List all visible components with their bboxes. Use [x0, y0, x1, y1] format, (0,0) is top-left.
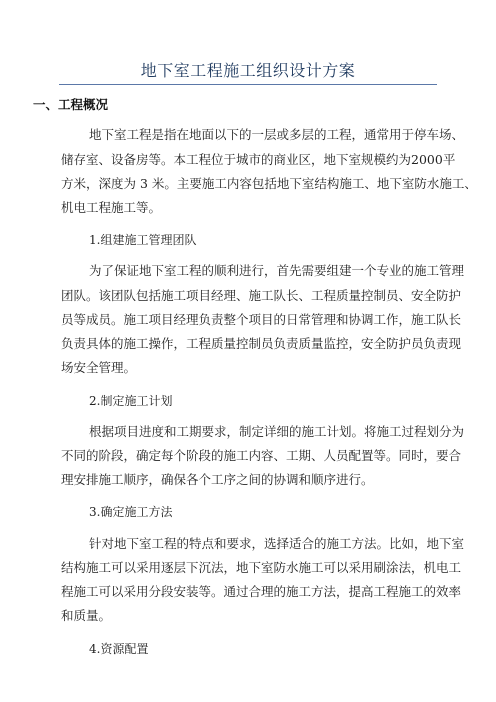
- item3-line-2: 结构施工可以采用逐层下沉法，地下室防水施工可以采用刷涂法，机电工: [61, 560, 462, 575]
- item2-line-2: 不同的阶段，确定每个阶段的施工内容、工期、人员配置等。同时，要合: [61, 448, 462, 463]
- overview-line-3: 方米，深度为 3 米。主要施工内容包括地下室结构施工、地下室防水施工、: [61, 176, 477, 191]
- item3-line-3: 程施工可以采用分段安装等。通过合理的施工方法，提高工程施工的效率: [61, 584, 462, 599]
- section-heading-overview: 一、工程概况: [33, 97, 109, 112]
- item-heading-1: 1.组建施工管理团队: [89, 233, 197, 247]
- overview-line-1: 地下室工程是指在地面以下的一层或多层的工程，通常用于停车场、: [89, 127, 465, 142]
- item-heading-4: 4.资源配置: [89, 642, 149, 656]
- item3-line-4: 和质量。: [61, 608, 112, 623]
- item1-line-1: 为了保证地下室工程的顺利进行，首先需要组建一个专业的施工管理: [89, 263, 465, 278]
- title-divider: [59, 84, 437, 85]
- item-heading-3: 3.确定施工方法: [89, 505, 173, 519]
- item-heading-2: 2.制定施工计划: [89, 394, 173, 408]
- overview-line-2: 储存室、设备房等。本工程位于城市的商业区，地下室规模约为2000平: [61, 152, 456, 167]
- item2-line-1: 根据项目进度和工期要求，制定详细的施工计划。将施工过程划分为: [89, 424, 465, 439]
- item3-line-1: 针对地下室工程的特点和要求，选择适合的施工方法。比如，地下室: [89, 536, 465, 551]
- overview-line-4: 机电工程施工等。: [61, 200, 162, 215]
- item1-line-3: 员等成员。施工项目经理负责整个项目的日常管理和协调工作，施工队长: [61, 312, 462, 327]
- document-title: 地下室工程施工组织设计方案: [140, 61, 356, 80]
- item1-line-4: 负责具体的施工操作，工程质量控制员负责质量监控，安全防护员负责现: [61, 336, 462, 351]
- item1-line-5: 场安全管理。: [61, 360, 137, 375]
- item1-line-2: 团队。该团队包括施工项目经理、施工队长、工程质量控制员、安全防护: [61, 288, 462, 303]
- item2-line-3: 理安排施工顺序，确保各个工序之间的协调和顺序进行。: [61, 472, 374, 487]
